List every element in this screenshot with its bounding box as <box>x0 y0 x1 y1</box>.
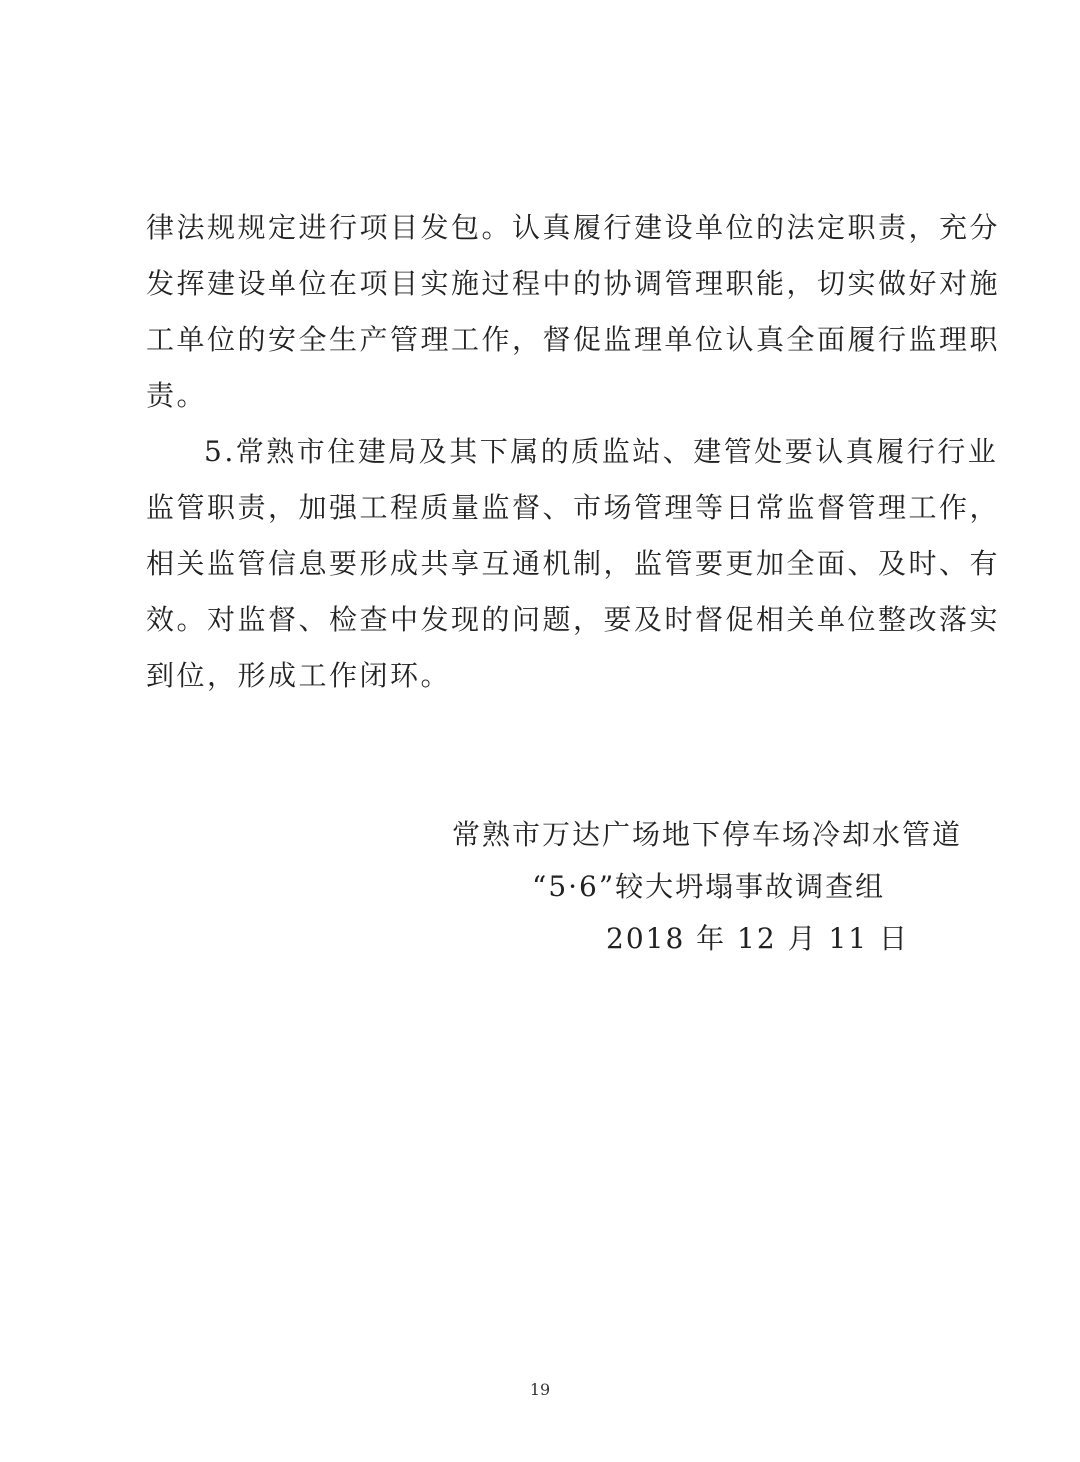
paragraph-line: 5.常熟市住建局及其下属的质监站、建管处要认真履行行业 <box>204 435 999 468</box>
paragraph-line: 工单位的安全生产管理工作，督促监理单位认真全面履行监理职 <box>146 323 1001 356</box>
paragraph-line: 律法规规定进行项目发包。认真履行建设单位的法定职责，充分 <box>146 211 1001 244</box>
signature-date: 2018 年 12 月 11 日 <box>606 922 910 955</box>
signature-event: “5·6”较大坍塌事故调查组 <box>532 870 886 903</box>
paragraph-line: 责。 <box>146 379 208 412</box>
signature-organization: 常熟市万达广场地下停车场冷却水管道 <box>452 818 963 851</box>
body-text <box>146 200 1001 704</box>
paragraph-line: 相关监管信息要形成共享互通机制，监管要更加全面、及时、有 <box>146 547 1001 580</box>
paragraph-line: 监管职责，加强工程质量监督、市场管理等日常监督管理工作， <box>146 491 1001 524</box>
paragraph-line: 发挥建设单位在项目实施过程中的协调管理职能，切实做好对施 <box>146 267 1001 300</box>
paragraph-line: 效。对监督、检查中发现的问题，要及时督促相关单位整改落实 <box>146 603 1001 636</box>
page-number: 19 <box>529 1380 551 1399</box>
paragraph-line: 到位，形成工作闭环。 <box>146 659 452 692</box>
